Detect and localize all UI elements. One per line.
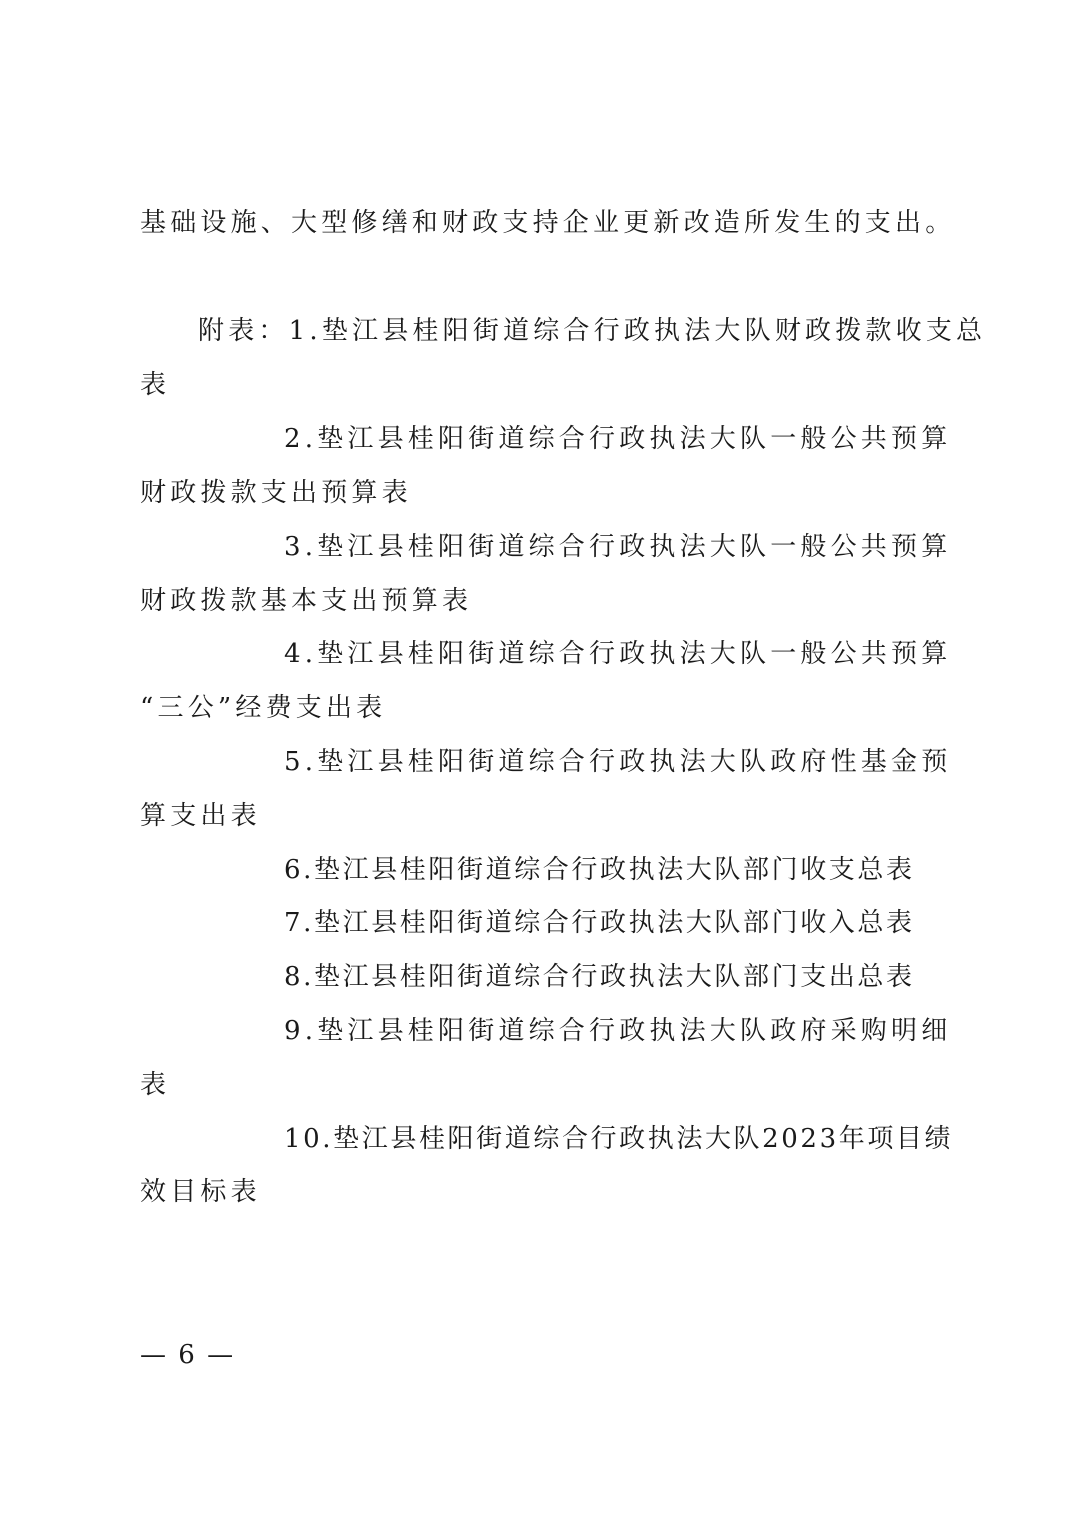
- attachment-item-1: 1.垫江县桂阳街道综合行政执法大队财政拨款收支总: [288, 316, 987, 346]
- attachment-item-9-continued: 表: [140, 1070, 171, 1100]
- attachment-item-7: 7.垫江县桂阳街道综合行政执法大队部门收入总表: [284, 908, 915, 938]
- attachment-item-2: 2.垫江县桂阳街道综合行政执法大队一般公共预算: [284, 424, 952, 454]
- attachment-item-3-continued: 财政拨款基本支出预算表: [140, 586, 473, 616]
- attachment-item-5-continued: 算支出表: [140, 801, 261, 831]
- attachment-item-3: 3.垫江县桂阳街道综合行政执法大队一般公共预算: [284, 532, 952, 562]
- attachment-item-8: 8.垫江县桂阳街道综合行政执法大队部门支出总表: [284, 962, 915, 992]
- attachment-item-4-continued: “三公”经费支出表: [140, 693, 387, 723]
- attachment-item-6: 6.垫江县桂阳街道综合行政执法大队部门收支总表: [284, 855, 915, 885]
- attachment-lead-label: 附表：: [198, 316, 289, 346]
- attachment-item-1-continued: 表: [140, 370, 171, 400]
- body-paragraph: 基础设施、大型修缮和财政支持企业更新改造所发生的支出。: [140, 208, 956, 238]
- attachment-item-5: 5.垫江县桂阳街道综合行政执法大队政府性基金预: [284, 747, 952, 777]
- attachment-item-4: 4.垫江县桂阳街道综合行政执法大队一般公共预算: [284, 639, 952, 669]
- attachment-item-10-continued: 效目标表: [140, 1177, 261, 1207]
- attachment-item-2-continued: 财政拨款支出预算表: [140, 478, 412, 508]
- attachment-item-9: 9.垫江县桂阳街道综合行政执法大队政府采购明细: [284, 1016, 952, 1046]
- attachment-lead: [198, 314, 998, 348]
- page-number: — 6 —: [140, 1340, 236, 1370]
- attachment-item-10: 10.垫江县桂阳街道综合行政执法大队2023年项目绩: [284, 1124, 954, 1154]
